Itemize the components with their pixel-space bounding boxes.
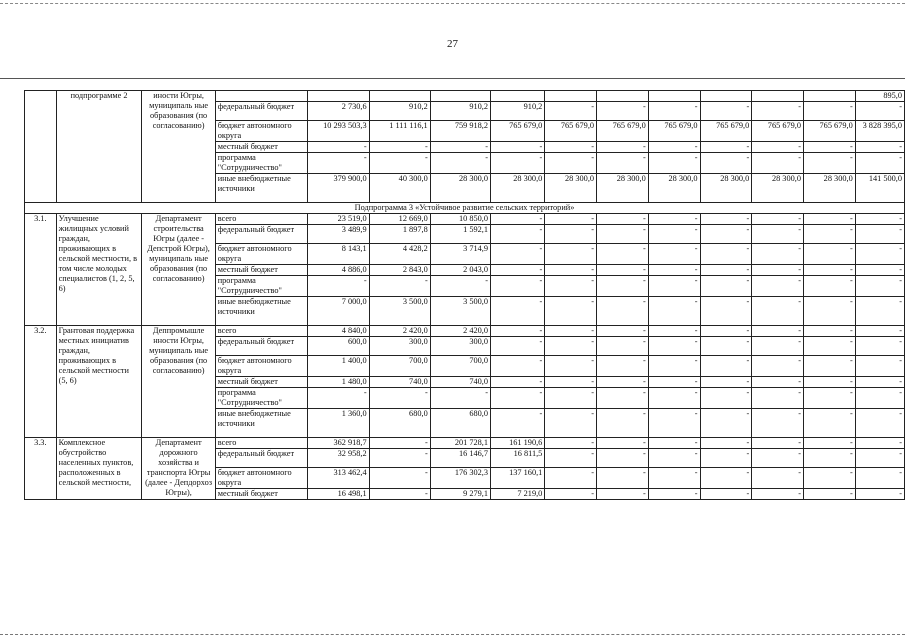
value-cell: - [752,225,804,244]
responsible-party: Деппромышле нности Югры, муниципаль ные образования (по согласованию) [142,326,215,438]
value-cell: 680,0 [430,409,490,438]
value-cell: - [545,377,597,388]
value-cell: - [752,153,804,174]
value-cell: - [648,449,700,468]
value-cell: - [491,388,545,409]
value-cell [752,91,804,102]
value-cell: 1 400,0 [307,356,369,377]
value-cell: - [752,449,804,468]
value-cell: 1 111 116,1 [369,121,430,142]
value-cell: 8 143,1 [307,244,369,265]
responsible-party: Департамент дорожного хозяйства и транспорта Югры (далее - Депдорхоз Югры), [142,438,215,500]
value-cell: 680,0 [369,409,430,438]
value-cell: 362 918,7 [307,438,369,449]
value-cell: - [803,337,855,356]
value-cell: - [752,468,804,489]
value-cell [545,91,597,102]
value-cell: 40 300,0 [369,174,430,203]
value-cell [648,91,700,102]
source-label: всего [215,214,307,225]
value-cell: - [545,326,597,337]
value-cell: - [597,337,649,356]
value-cell: - [700,102,752,121]
value-cell: 2 730,6 [307,102,369,121]
value-cell: - [752,326,804,337]
value-cell: - [491,297,545,326]
value-cell: - [491,265,545,276]
value-cell: 28 300,0 [700,174,752,203]
scan-edge-bottom [0,634,905,635]
value-cell: - [648,409,700,438]
value-cell [430,91,490,102]
source-label: бюджет автономного округа [215,121,307,142]
value-cell: 740,0 [369,377,430,388]
value-cell: - [855,214,904,225]
value-cell: - [545,276,597,297]
value-cell: 765 679,0 [752,121,804,142]
value-cell: - [855,276,904,297]
value-cell: - [700,244,752,265]
value-cell: - [491,409,545,438]
value-cell: - [648,265,700,276]
source-label: программа "Сотрудничество" [215,276,307,297]
value-cell: - [545,225,597,244]
value-cell: - [545,214,597,225]
value-cell: 1 360,0 [307,409,369,438]
page-number: 27 [447,38,458,50]
measure-name: Грантовая поддержка местных инициатив граждан, проживающих в сельской местности (5, 6) [56,326,142,438]
value-cell: 910,2 [430,102,490,121]
source-label: местный бюджет [215,377,307,388]
source-label: местный бюджет [215,265,307,276]
value-cell: - [545,468,597,489]
value-cell: - [597,153,649,174]
value-cell: - [803,449,855,468]
value-cell: - [597,388,649,409]
value-cell: - [752,388,804,409]
value-cell: - [803,489,855,500]
value-cell: - [752,297,804,326]
value-cell: - [700,225,752,244]
num-cell [25,91,57,203]
value-cell: - [855,225,904,244]
value-cell: - [855,356,904,377]
value-cell: - [752,337,804,356]
value-cell: 4 840,0 [307,326,369,337]
value-cell: - [700,142,752,153]
value-cell: - [752,377,804,388]
value-cell: - [597,409,649,438]
value-cell: - [855,449,904,468]
value-cell: - [752,409,804,438]
value-cell [369,91,430,102]
value-cell: - [545,337,597,356]
value-cell: - [855,468,904,489]
value-cell: - [545,438,597,449]
value-cell: - [545,102,597,121]
value-cell: - [803,388,855,409]
value-cell: - [307,388,369,409]
value-cell: 7 219,0 [491,489,545,500]
value-cell: - [648,337,700,356]
source-label: всего [215,438,307,449]
value-cell: - [369,449,430,468]
source-label: федеральный бюджет [215,449,307,468]
value-cell: - [597,276,649,297]
value-cell: 9 279,1 [430,489,490,500]
value-cell: 700,0 [369,356,430,377]
value-cell: - [648,153,700,174]
source-label: иные внебюджетные источники [215,409,307,438]
source-label: иные внебюджетные источники [215,297,307,326]
responsible-party: иности Югры, муниципаль ные образования (по согласованию) [142,91,215,203]
value-cell: 16 811,5 [491,449,545,468]
value-cell: - [648,489,700,500]
value-cell: - [752,102,804,121]
value-cell: - [752,214,804,225]
measure-name: подпрограмме 2 [56,91,142,203]
source-label: федеральный бюджет [215,225,307,244]
value-cell: - [491,356,545,377]
value-cell [491,91,545,102]
value-cell: 201 728,1 [430,438,490,449]
value-cell: 10 850,0 [430,214,490,225]
value-cell: 759 918,2 [430,121,490,142]
value-cell: - [648,326,700,337]
subprogram-title: Подпрограмма 3 «Устойчивое развитие сельских территорий» [25,203,905,214]
value-cell: - [597,449,649,468]
value-cell: - [752,276,804,297]
value-cell: 28 300,0 [545,174,597,203]
value-cell: 895,0 [855,91,904,102]
value-cell: - [803,142,855,153]
value-cell: - [545,356,597,377]
value-cell: - [648,388,700,409]
value-cell: 2 420,0 [369,326,430,337]
measure-number: 3.1. [25,214,57,326]
value-cell [597,91,649,102]
value-cell: 23 519,0 [307,214,369,225]
source-label: бюджет автономного округа [215,356,307,377]
value-cell: - [597,244,649,265]
value-cell: - [855,297,904,326]
value-cell: - [803,244,855,265]
source-label: программа "Сотрудничество" [215,153,307,174]
value-cell: 137 160,1 [491,468,545,489]
value-cell: - [307,276,369,297]
value-cell: 3 500,0 [369,297,430,326]
value-cell: - [855,153,904,174]
value-cell: - [491,377,545,388]
value-cell: 28 300,0 [752,174,804,203]
value-cell: 765 679,0 [700,121,752,142]
value-cell: - [855,489,904,500]
value-cell: 176 302,3 [430,468,490,489]
value-cell: 3 714,9 [430,244,490,265]
value-cell: - [430,388,490,409]
table-row [25,214,905,225]
value-cell: 28 300,0 [491,174,545,203]
value-cell: - [855,377,904,388]
value-cell: - [648,244,700,265]
value-cell: - [803,468,855,489]
value-cell: - [597,438,649,449]
value-cell: - [700,468,752,489]
value-cell: - [597,356,649,377]
value-cell: 910,2 [369,102,430,121]
value-cell: 740,0 [430,377,490,388]
value-cell: 2 420,0 [430,326,490,337]
value-cell: - [648,297,700,326]
value-cell: 765 679,0 [491,121,545,142]
value-cell: - [700,297,752,326]
value-cell: - [491,142,545,153]
value-cell [307,91,369,102]
value-cell: - [491,276,545,297]
value-cell: - [855,326,904,337]
value-cell: 4 428,2 [369,244,430,265]
value-cell: - [597,489,649,500]
value-cell: 765 679,0 [803,121,855,142]
value-cell: 2 043,0 [430,265,490,276]
value-cell: - [491,326,545,337]
header-rule [0,78,905,79]
value-cell: 3 489,9 [307,225,369,244]
value-cell: - [430,276,490,297]
value-cell: - [597,297,649,326]
value-cell: 1 897,8 [369,225,430,244]
value-cell: - [597,265,649,276]
value-cell: - [700,449,752,468]
value-cell: 3 828 395,0 [855,121,904,142]
value-cell: - [491,214,545,225]
value-cell: - [803,356,855,377]
value-cell: - [700,377,752,388]
value-cell: - [700,409,752,438]
value-cell: - [307,142,369,153]
value-cell: - [700,326,752,337]
value-cell: - [803,102,855,121]
measure-number: 3.3. [25,438,57,500]
value-cell: 32 958,2 [307,449,369,468]
value-cell: - [307,153,369,174]
value-cell: - [855,102,904,121]
value-cell: - [803,276,855,297]
budget-table [24,90,905,500]
subprogram-row [25,203,905,214]
value-cell: 12 669,0 [369,214,430,225]
value-cell: - [597,377,649,388]
value-cell: - [700,337,752,356]
value-cell: 28 300,0 [597,174,649,203]
value-cell: - [648,225,700,244]
value-cell: 28 300,0 [648,174,700,203]
value-cell: 300,0 [369,337,430,356]
value-cell: - [752,244,804,265]
value-cell: 3 500,0 [430,297,490,326]
value-cell: 765 679,0 [545,121,597,142]
value-cell: 300,0 [430,337,490,356]
value-cell: 28 300,0 [803,174,855,203]
value-cell: - [700,276,752,297]
value-cell: - [545,489,597,500]
table-row [25,326,905,337]
value-cell: - [491,225,545,244]
value-cell [803,91,855,102]
value-cell: - [597,142,649,153]
value-cell: - [545,409,597,438]
value-cell: - [752,265,804,276]
value-cell: 4 886,0 [307,265,369,276]
value-cell: - [752,438,804,449]
source-label: иные внебюджетные источники [215,174,307,203]
source-label [215,91,307,102]
value-cell: - [803,377,855,388]
value-cell: - [369,142,430,153]
value-cell: 141 500,0 [855,174,904,203]
value-cell: 161 190,6 [491,438,545,449]
value-cell: - [752,142,804,153]
value-cell: - [430,153,490,174]
value-cell: - [855,409,904,438]
value-cell: - [648,356,700,377]
value-cell: - [803,326,855,337]
table-row [25,91,905,102]
table-row [25,438,905,449]
value-cell: - [597,225,649,244]
value-cell: - [648,377,700,388]
value-cell: 765 679,0 [597,121,649,142]
source-label: местный бюджет [215,489,307,500]
source-label: бюджет автономного округа [215,244,307,265]
value-cell: - [648,142,700,153]
value-cell: - [803,409,855,438]
value-cell: - [648,102,700,121]
value-cell: 1 480,0 [307,377,369,388]
value-cell: - [855,438,904,449]
value-cell: - [369,153,430,174]
value-cell: 2 843,0 [369,265,430,276]
value-cell: - [545,153,597,174]
value-cell: - [855,265,904,276]
source-label: бюджет автономного округа [215,468,307,489]
value-cell: 10 293 503,3 [307,121,369,142]
value-cell: 700,0 [430,356,490,377]
value-cell: - [545,265,597,276]
value-cell: - [545,142,597,153]
measure-name: Улучшение жилищных условий граждан, проживающих в сельской местности, в том числе молодых специалистов (1, 2, 5, 6) [56,214,142,326]
value-cell: - [855,244,904,265]
value-cell: - [491,337,545,356]
responsible-party: Департамент строительства Югры (далее - Депстрой Югры), муниципаль ные образования (по согласованию) [142,214,215,326]
value-cell: - [597,214,649,225]
value-cell: - [369,438,430,449]
value-cell: 16 498,1 [307,489,369,500]
value-cell: - [597,326,649,337]
value-cell: 28 300,0 [430,174,490,203]
value-cell: - [545,244,597,265]
value-cell: - [752,356,804,377]
source-label: федеральный бюджет [215,337,307,356]
value-cell: - [803,153,855,174]
source-label: местный бюджет [215,142,307,153]
value-cell: - [700,265,752,276]
value-cell: - [803,214,855,225]
value-cell: - [700,153,752,174]
measure-number: 3.2. [25,326,57,438]
value-cell: - [648,276,700,297]
value-cell: - [855,142,904,153]
value-cell: 910,2 [491,102,545,121]
value-cell: - [597,102,649,121]
value-cell [700,91,752,102]
value-cell: - [700,438,752,449]
value-cell: - [803,265,855,276]
value-cell: - [752,489,804,500]
value-cell: - [803,297,855,326]
value-cell: - [648,468,700,489]
source-label: федеральный бюджет [215,102,307,121]
value-cell: - [369,276,430,297]
source-label: программа "Сотрудничество" [215,388,307,409]
value-cell: - [545,388,597,409]
value-cell: - [369,489,430,500]
value-cell: - [369,388,430,409]
scan-edge-top [0,3,905,4]
value-cell: - [700,214,752,225]
value-cell: - [700,356,752,377]
value-cell: 1 592,1 [430,225,490,244]
value-cell: - [545,449,597,468]
value-cell: - [648,438,700,449]
value-cell: - [597,468,649,489]
value-cell: - [855,337,904,356]
value-cell: - [491,153,545,174]
value-cell: - [430,142,490,153]
value-cell: 600,0 [307,337,369,356]
value-cell: - [803,225,855,244]
measure-name: Комплексное обустройство населенных пунктов, расположенных в сельской местности, [56,438,142,500]
value-cell: - [700,489,752,500]
source-label: всего [215,326,307,337]
value-cell: - [803,438,855,449]
value-cell: - [491,244,545,265]
value-cell: - [855,388,904,409]
value-cell: 765 679,0 [648,121,700,142]
value-cell: - [369,468,430,489]
value-cell: 16 146,7 [430,449,490,468]
value-cell: - [545,297,597,326]
value-cell: - [648,214,700,225]
value-cell: 379 900,0 [307,174,369,203]
value-cell: 7 000,0 [307,297,369,326]
value-cell: 313 462,4 [307,468,369,489]
value-cell: - [700,388,752,409]
